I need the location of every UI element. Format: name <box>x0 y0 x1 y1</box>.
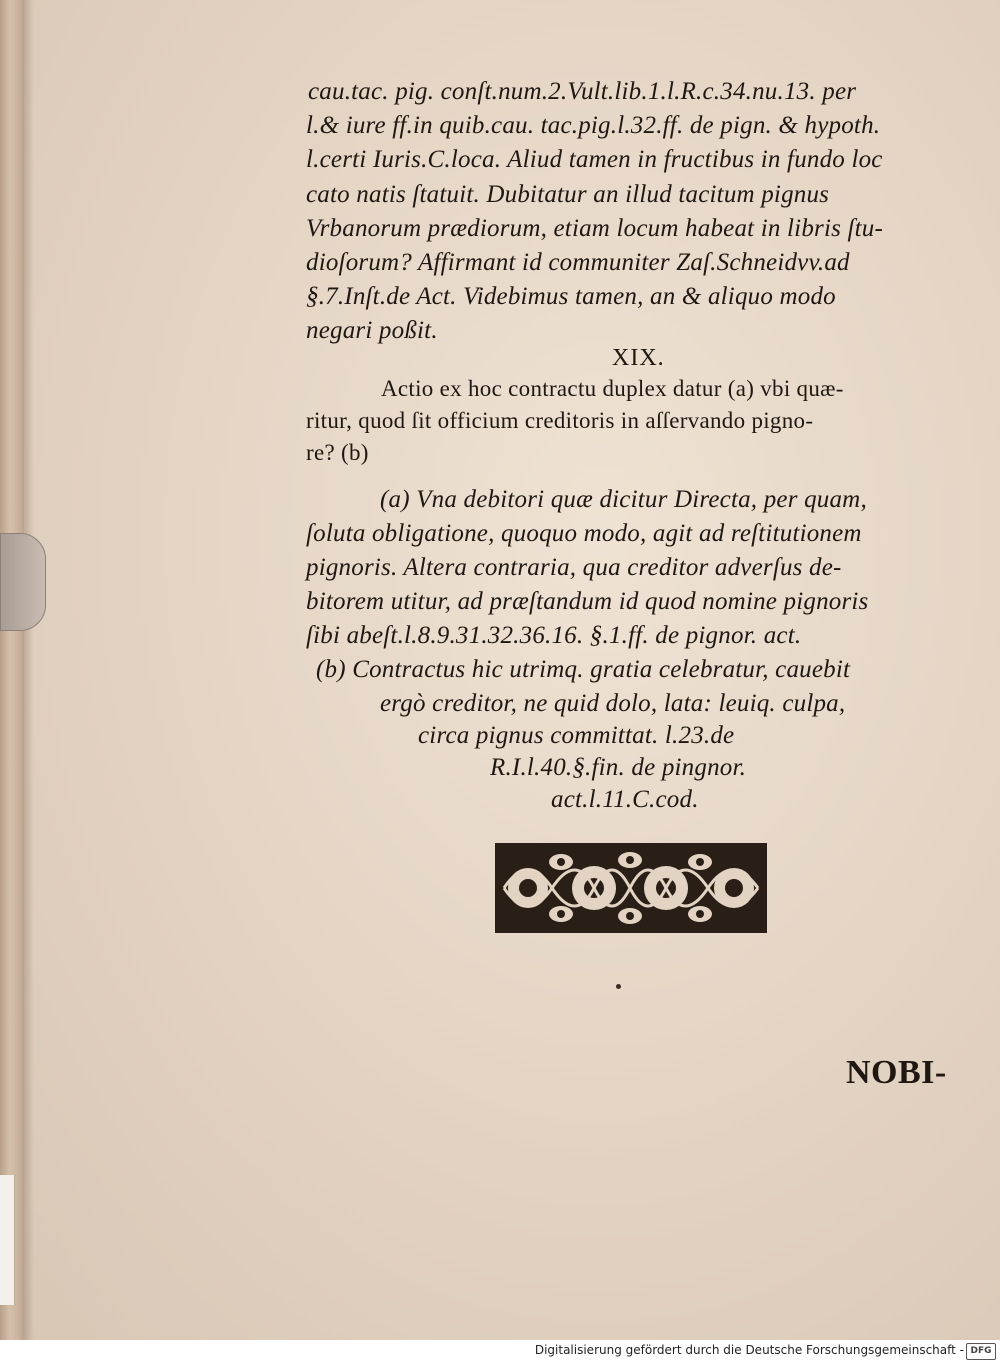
note-line: (b) Contractus hic utrimq. gratia celebratur, cauebit <box>316 656 851 683</box>
section-line: re? (b) <box>306 440 369 465</box>
text-line: cato natis ſtatuit. Dubitatur an illud tacitum pignus <box>306 181 830 208</box>
note-line: R.I.l.40.§.fin. de pingnor. <box>490 754 747 781</box>
note-line: pignoris. Altera contraria, qua creditor adverſus de- <box>306 554 842 581</box>
text-line: l.certi Iuris.C.loca. Aliud tamen in fructibus in fundo loc <box>306 146 883 173</box>
text-line: dioſorum? Affirmant id communiter Zaſ.Schneidvv.ad <box>306 249 850 276</box>
text-line: Vrbanorum prædiorum, etiam locum habeat in libris ſtu- <box>306 215 883 242</box>
book-page-edges <box>0 0 24 1340</box>
note-line: ergò creditor, ne quid dolo, lata: leuiq. culpa, <box>380 690 846 717</box>
page-tab-marker <box>0 533 46 631</box>
note-line: circa pignus committat. l.23.de <box>418 722 735 749</box>
text-line: cau.tac. pig. conſt.num.2.Vult.lib.1.l.R.c.34.nu.13. per <box>308 78 857 105</box>
ink-dot <box>616 984 621 989</box>
section-line: Actio ex hoc contractu duplex datur (a) vbi quæ- <box>381 376 844 401</box>
text-line: §.7.Inſt.de Act. Videbimus tamen, an & aliquo modo <box>306 283 836 310</box>
decorative-ornament <box>494 842 768 934</box>
text-line: negari poßit. <box>306 317 438 344</box>
section-line: ritur, quod ſit officium creditoris in aſſervando pigno- <box>306 408 814 433</box>
footer-credit: Digitalisierung gefördert durch die Deutsche Forschungsgemeinschaft - <box>534 1343 964 1357</box>
text-line: l.& iure ff.in quib.cau. tac.pig.l.32.ff. de pign. & hypoth. <box>306 112 881 139</box>
dfg-logo-icon: DFG <box>966 1343 996 1360</box>
note-line: act.l.11.C.cod. <box>551 786 699 813</box>
note-line: ſibi abeſt.l.8.9.31.32.36.16. §.1.ff. de pignor. act. <box>306 622 802 649</box>
catchword: NOBI- <box>846 1054 947 1091</box>
note-line: ſoluta obligatione, quoquo modo, agit ad reſtitutionem <box>306 520 862 547</box>
gutter-shadow <box>24 0 34 1340</box>
footer-bar <box>0 1340 1000 1362</box>
note-line: (a) Vna debitori quæ dicitur Directa, per quam, <box>380 486 867 513</box>
note-line: bitorem utitur, ad præſtandum id quod nomine pignoris <box>306 588 869 615</box>
section-number: XIX. <box>612 345 665 371</box>
paper-slip <box>0 1175 15 1305</box>
